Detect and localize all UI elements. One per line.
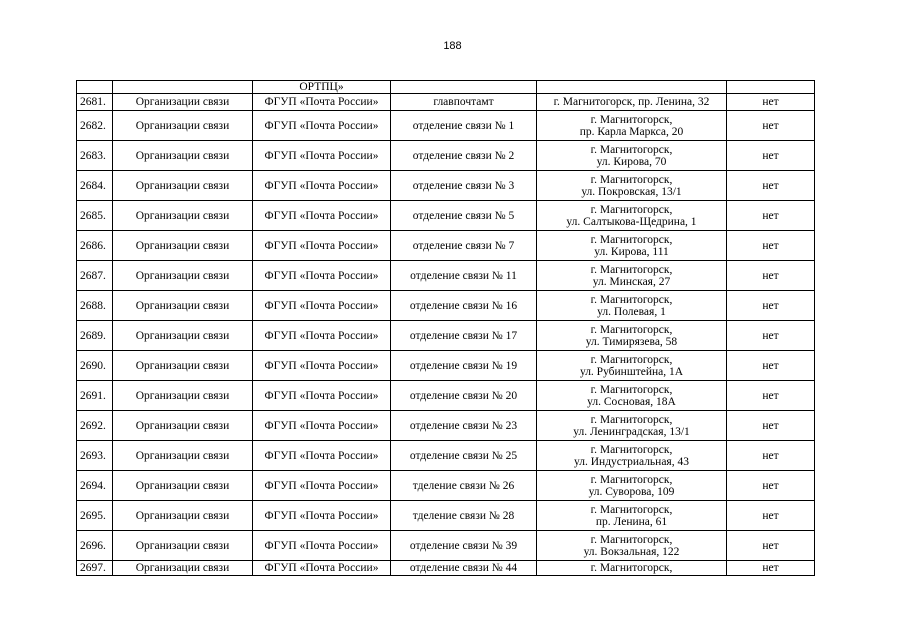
cell-status: нет	[727, 94, 815, 111]
cell-number: 2696.	[77, 531, 113, 561]
cell-category: Организации связи	[113, 321, 253, 351]
cell-category: Организации связи	[113, 291, 253, 321]
cell-object: тделение связи № 26	[391, 471, 537, 501]
address-line-1: г. Магнитогорск,	[590, 353, 673, 366]
cell-organization: ФГУП «Почта России»	[253, 94, 391, 111]
cell-status: нет	[727, 411, 815, 441]
cell-address	[537, 351, 727, 381]
cell-address	[537, 381, 727, 411]
cell-object: отделение связи № 7	[391, 231, 537, 261]
cell-number: 2684.	[77, 171, 113, 201]
cell-category: Организации связи	[113, 171, 253, 201]
cell-category: Организации связи	[113, 381, 253, 411]
cell-number	[77, 81, 113, 94]
cell-organization: ФГУП «Почта России»	[253, 231, 391, 261]
address-line-2: ул. Покровская, 13/1	[581, 185, 682, 198]
cell-object: отделение связи № 23	[391, 411, 537, 441]
table-row	[77, 351, 815, 381]
cell-organization: ФГУП «Почта России»	[253, 471, 391, 501]
cell-status: нет	[727, 141, 815, 171]
address-line-1: г. Магнитогорск,	[590, 413, 673, 426]
cell-number: 2687.	[77, 261, 113, 291]
address-line-2: ул. Суворова, 109	[588, 485, 675, 498]
cell-category: Организации связи	[113, 471, 253, 501]
table-row	[77, 261, 815, 291]
table-row	[77, 471, 815, 501]
cell-address	[537, 321, 727, 351]
cell-address	[537, 81, 727, 94]
table-row	[77, 501, 815, 531]
cell-object: тделение связи № 28	[391, 501, 537, 531]
cell-status: нет	[727, 531, 815, 561]
address-line-2: пр. Ленина, 61	[595, 515, 668, 528]
cell-address	[537, 561, 727, 576]
cell-number: 2682.	[77, 111, 113, 141]
table-row	[77, 561, 815, 576]
address-line-2: пр. Карла Маркса, 20	[579, 125, 684, 138]
cell-status: нет	[727, 561, 815, 576]
cell-status: нет	[727, 231, 815, 261]
address-line-2: ул. Индустриальная, 43	[574, 455, 689, 468]
cell-object: отделение связи № 2	[391, 141, 537, 171]
cell-number: 2683.	[77, 141, 113, 171]
address-line-2: ул. Полевая, 1	[597, 305, 666, 318]
registry-table-body	[77, 81, 815, 576]
table-row	[77, 201, 815, 231]
cell-category: Организации связи	[113, 231, 253, 261]
cell-status: нет	[727, 321, 815, 351]
cell-category: Организации связи	[113, 111, 253, 141]
address-line-1: г. Магнитогорск,	[590, 533, 673, 546]
cell-category: Организации связи	[113, 561, 253, 576]
cell-status	[727, 81, 815, 94]
table-row	[77, 441, 815, 471]
cell-category: Организации связи	[113, 531, 253, 561]
address-line-2: ул. Ленинградская, 13/1	[573, 425, 690, 438]
address-line-2: ул. Кирова, 70	[596, 155, 667, 168]
address-line-1: г. Магнитогорск,	[590, 233, 673, 246]
cell-category: Организации связи	[113, 441, 253, 471]
address-line-2: ул. Салтыкова-Щедрина, 1	[566, 215, 697, 228]
table-row	[77, 321, 815, 351]
cell-status: нет	[727, 291, 815, 321]
cell-organization: ФГУП «Почта России»	[253, 141, 391, 171]
cell-category	[113, 81, 253, 94]
cell-number: 2685.	[77, 201, 113, 231]
address-line-1: г. Магнитогорск,	[590, 323, 673, 336]
cell-address	[537, 94, 727, 111]
table-row	[77, 94, 815, 111]
cell-number: 2681.	[77, 94, 113, 111]
cell-number: 2697.	[77, 561, 113, 576]
cell-organization: ФГУП «Почта России»	[253, 171, 391, 201]
cell-organization: ФГУП «Почта России»	[253, 261, 391, 291]
address-line-1: г. Магнитогорск,	[590, 203, 673, 216]
cell-category: Организации связи	[113, 261, 253, 291]
page-number: 188	[443, 40, 462, 52]
cell-object: отделение связи № 11	[391, 261, 537, 291]
continuation-row	[77, 81, 815, 94]
cell-category: Организации связи	[113, 411, 253, 441]
address-line-1: г. Магнитогорск,	[590, 562, 673, 574]
cell-address	[537, 471, 727, 501]
cell-address	[537, 531, 727, 561]
cell-number: 2694.	[77, 471, 113, 501]
cell-category: Организации связи	[113, 201, 253, 231]
cell-object	[391, 81, 537, 94]
address-line-1: г. Магнитогорск,	[590, 383, 673, 396]
address-line-2: ул. Рубинштейна, 1А	[579, 365, 684, 378]
cell-address	[537, 411, 727, 441]
cell-address	[537, 141, 727, 171]
cell-number: 2688.	[77, 291, 113, 321]
cell-status: нет	[727, 261, 815, 291]
table-row	[77, 171, 815, 201]
cell-object: отделение связи № 20	[391, 381, 537, 411]
address-line-2: ул. Тимирязева, 58	[585, 335, 678, 348]
cell-object: отделение связи № 39	[391, 531, 537, 561]
cell-number: 2686.	[77, 231, 113, 261]
table-row	[77, 531, 815, 561]
cell-object: отделение связи № 1	[391, 111, 537, 141]
cell-status: нет	[727, 471, 815, 501]
cell-status: нет	[727, 201, 815, 231]
table-row	[77, 291, 815, 321]
address-line-1: г. Магнитогорск,	[590, 173, 673, 186]
cell-address	[537, 111, 727, 141]
cell-organization: ФГУП «Почта России»	[253, 351, 391, 381]
cell-address	[537, 201, 727, 231]
address-line-1: г. Магнитогорск,	[590, 113, 673, 126]
cell-object: отделение связи № 5	[391, 201, 537, 231]
address-line-2: ул. Сосновая, 18А	[587, 395, 676, 408]
cell-number: 2695.	[77, 501, 113, 531]
cell-number: 2693.	[77, 441, 113, 471]
address-line-2: ул. Вокзальная, 122	[583, 545, 680, 558]
cell-organization: ФГУП «Почта России»	[253, 381, 391, 411]
address-line-1: г. Магнитогорск,	[590, 143, 673, 156]
cell-address	[537, 261, 727, 291]
cell-status: нет	[727, 111, 815, 141]
cell-category: Организации связи	[113, 501, 253, 531]
cell-category: Организации связи	[113, 351, 253, 381]
registry-table	[76, 80, 815, 576]
cell-number: 2691.	[77, 381, 113, 411]
table-row	[77, 231, 815, 261]
cell-object: отделение связи № 19	[391, 351, 537, 381]
address-line-1: г. Магнитогорск,	[590, 263, 673, 276]
cell-status: нет	[727, 171, 815, 201]
cell-status: нет	[727, 501, 815, 531]
cell-organization: ФГУП «Почта России»	[253, 531, 391, 561]
cell-object: отделение связи № 17	[391, 321, 537, 351]
cell-address	[537, 171, 727, 201]
cell-object: главпочтамт	[391, 94, 537, 111]
cell-address	[537, 291, 727, 321]
table-row	[77, 381, 815, 411]
cell-number: 2689.	[77, 321, 113, 351]
cell-organization: ФГУП «Почта России»	[253, 411, 391, 441]
cell-organization: ФГУП «Почта России»	[253, 111, 391, 141]
cell-organization: ФГУП «Почта России»	[253, 321, 391, 351]
cell-object: отделение связи № 16	[391, 291, 537, 321]
cell-object: отделение связи № 25	[391, 441, 537, 471]
address-line-1: г. Магнитогорск,	[590, 503, 673, 516]
cell-organization: ФГУП «Почта России»	[253, 501, 391, 531]
cell-organization: ФГУП «Почта России»	[253, 561, 391, 576]
cell-address	[537, 231, 727, 261]
cell-address	[537, 501, 727, 531]
table-row	[77, 111, 815, 141]
cell-organization: ФГУП «Почта России»	[253, 441, 391, 471]
cell-object: отделение связи № 44	[391, 561, 537, 576]
address-line-1: г. Магнитогорск,	[590, 293, 673, 306]
address-line-1: г. Магнитогорск,	[590, 443, 673, 456]
cell-number: 2690.	[77, 351, 113, 381]
cell-category: Организации связи	[113, 141, 253, 171]
cell-organization: ОРТПЦ»	[253, 81, 391, 94]
address-line-1: г. Магнитогорск, пр. Ленина, 32	[553, 96, 710, 108]
cell-status: нет	[727, 351, 815, 381]
cell-category: Организации связи	[113, 94, 253, 111]
table-row	[77, 141, 815, 171]
cell-organization: ФГУП «Почта России»	[253, 291, 391, 321]
cell-number: 2692.	[77, 411, 113, 441]
cell-status: нет	[727, 441, 815, 471]
address-line-2: ул. Минская, 27	[592, 275, 671, 288]
table-row	[77, 411, 815, 441]
address-line-1: г. Магнитогорск,	[590, 473, 673, 486]
address-line-2: ул. Кирова, 111	[594, 245, 669, 258]
cell-object: отделение связи № 3	[391, 171, 537, 201]
cell-address	[537, 441, 727, 471]
cell-status: нет	[727, 381, 815, 411]
cell-organization: ФГУП «Почта России»	[253, 201, 391, 231]
